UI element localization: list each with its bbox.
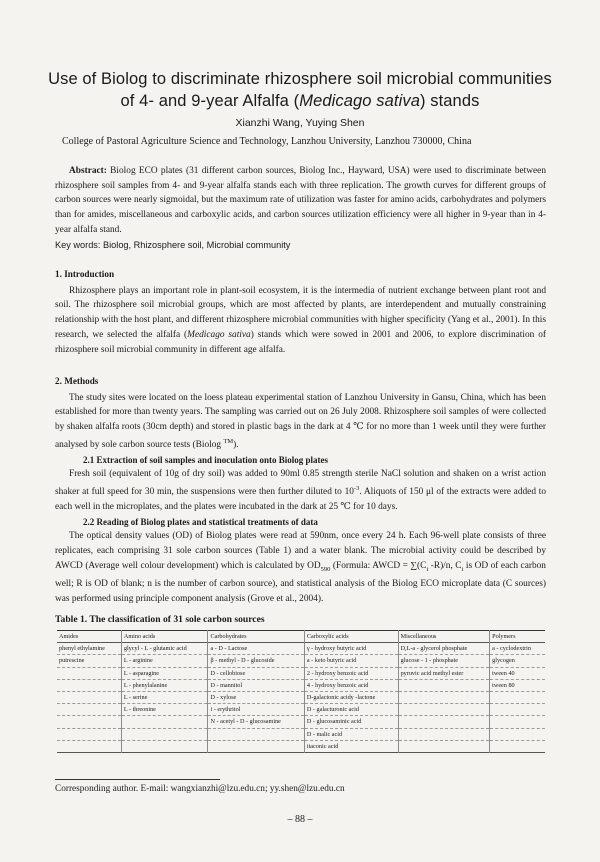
table-cell: pyruvic acid methyl ester <box>398 667 490 679</box>
table-cell <box>398 691 490 703</box>
table-cell: D - glucosaminic acid <box>304 716 398 728</box>
table-row <box>57 740 545 752</box>
table-cell <box>121 728 208 740</box>
footnote: Corresponding author. E-mail: wangxianzhi@lzu.edu.cn; yy.shen@lzu.edu.cn <box>55 784 345 794</box>
table-cell: i - erythritol <box>208 704 304 716</box>
table-header-cell: Miscellaneous <box>398 631 490 643</box>
table-cell: L - serine <box>121 691 208 703</box>
table-header-cell: Polymers <box>490 631 545 643</box>
abstract-label: Abstract: <box>69 166 107 176</box>
table-cell: γ - hydroxy butyric acid <box>304 643 398 655</box>
table-cell: glucose - 1 - phosphate <box>398 655 490 667</box>
table-cell <box>121 740 208 752</box>
table-header-cell: Carboxylic acids <box>304 631 398 643</box>
paper-title <box>40 68 560 112</box>
methods-paragraph-3: The optical density values (OD) of Biolog plates were read at 590nm, once every 24 h. Each 96-well plate consists of three replicates, each comprising 31 sole carbon sources (Table 1) and a water blank. The microbial activity could be described by AWCD (Average well colour development) which is calculated by $OD_{590}$ (Formula: AWCD = $\sum(C_i$ -R)/n, $C_i$ is OD of each carbon well; R is OD of blank; n is the number of carbon source), and statistical analysis of the Biolog ECO microplate data (C sources) was performed using principle component analysis (Grove et al., 2004). <box>55 531 546 604</box>
table-cell <box>398 716 490 728</box>
table-cell <box>490 704 545 716</box>
table-cell: a - cyclodextrin <box>490 643 545 655</box>
table-header-cell: Amino acids <box>121 631 208 643</box>
table-cell: D - cellobiose <box>208 667 304 679</box>
table-cell: D,L-a - glycerol phosphate <box>398 643 490 655</box>
table-cell: tween 80 <box>490 679 545 691</box>
table-cell <box>57 740 121 752</box>
table-cell: a - keto butyric acid <box>304 655 398 667</box>
table-row <box>57 691 545 703</box>
affiliation: College of Pastoral Agriculture Science and Technology, Lanzhou University, Lanzhou 730000, China <box>62 136 472 147</box>
table-cell: putrescine <box>59 657 85 665</box>
table-cell <box>57 704 121 716</box>
table-cell: D - malic acid <box>304 728 398 740</box>
methods-section <box>55 374 546 607</box>
table-cell <box>490 691 545 703</box>
table-cell <box>398 704 490 716</box>
table-cell <box>121 716 208 728</box>
table-cell: D - xylose <box>208 691 304 703</box>
table-cell: N - acetyl - D - glucosamine <box>208 716 304 728</box>
table-header-cell: Carbohydrates <box>208 631 304 643</box>
abstract-block <box>55 164 546 252</box>
table-cell <box>490 740 545 752</box>
page-number: – 88 – <box>287 814 313 825</box>
subsection-2-2: 2.2 Reading of Biolog plates and statistical treatments of data <box>83 516 318 527</box>
table-cell: 4 - hydroxy benzoic acid <box>304 679 398 691</box>
table-cell <box>208 740 304 752</box>
methods-heading: 2. Methods <box>55 376 99 386</box>
table-cell <box>398 679 490 691</box>
table-cell: phenyl ethylamine <box>59 645 105 653</box>
table-cell: a - D - Lactose <box>208 643 304 655</box>
table-cell <box>57 691 121 703</box>
table-row <box>57 667 545 679</box>
table-header-cell: Amides <box>59 633 79 641</box>
table-cell <box>398 728 490 740</box>
table-cell: D - galacturonic acid <box>304 704 398 716</box>
table-row <box>57 716 545 728</box>
table-cell: itaconic acid <box>304 740 398 752</box>
table-cell: L - threonine <box>121 704 208 716</box>
table-row <box>57 728 545 740</box>
subsection-2-1: 2.1 Extraction of soil samples and inoculation onto Biolog plates <box>83 454 329 465</box>
title-line-1: Use of Biolog to discriminate rhizosphere soil microbial communities <box>48 70 552 88</box>
methods-paragraph-1: The study sites were located on the loess plateau experimental station of Lanzhou University in Gansu, China, which has been established for more than twenty years. The sampling was carried out on 26 July 2008. Rhizosphere soil samples of were collected by shaken alfalfa roots (30cm depth) and stored in plastic bags in the dark at 4 ℃ for no more than 1 week until they were further analysed by sole carbon source tests (Biolog ™). <box>55 392 546 450</box>
table-cell: D-galactonic acidy -lactone <box>304 691 398 703</box>
table-cell: D - mannitol <box>208 679 304 691</box>
table-row <box>57 655 545 667</box>
carbon-source-table <box>57 630 545 753</box>
table-cell: L - asparagine <box>121 667 208 679</box>
table-cell: L - phenylalanine <box>121 679 208 691</box>
intro-paragraph: Rhizosphere plays an important role in plant-soil ecosystem, it is the intermedia of nutrient exchange between plant root and soil. The rhizosphere soil microbial groups, which are most affected by plants, are interdependent and mutually constraining relationship with the host plant, and different rhizosphere microbial communities with higher specificity (Yang et al., 2001). In this research, we selected the alfalfa (Medicago sativa) stands which were sowed in 2001 and 2006, to explore discrimination of rhizosphere soil microbial community in different age alfalfa. <box>55 285 546 355</box>
table-cell: glycogen <box>490 655 545 667</box>
title-species: Medicago sativa <box>299 92 420 110</box>
table-cell <box>57 679 121 691</box>
table-row <box>57 704 545 716</box>
table-row <box>57 643 545 655</box>
table-cell <box>57 716 121 728</box>
table-cell: L - arginine <box>121 655 208 667</box>
table-cell: tween 40 <box>490 667 545 679</box>
keywords: Key words: Biolog, Rhizosphere soil, Microbial community <box>55 239 291 250</box>
table-cell: 2 - hydroxy benzoic acid <box>304 667 398 679</box>
table-cell <box>57 728 121 740</box>
footnote-rule <box>55 779 220 780</box>
table-cell <box>490 728 545 740</box>
table-cell <box>208 728 304 740</box>
table-cell <box>57 667 121 679</box>
table-cell: glycyl - L - glutamic acid <box>121 643 208 655</box>
table-cell <box>490 716 545 728</box>
methods-paragraph-2: Fresh soil (equivalent of 10g of dry soil) was added to 90ml 0.85 strength sterile NaCl solution and shaken on a wrist action shaker at full speed for 30 min, the suspensions were then further diluted to $10^{-3}$. Aliquots of 150 μl of the extracts were added to each well in the microplates, and the plates were incubated in the dark at 25 ℃ for 10 days. <box>55 469 546 512</box>
abstract-text: Biolog ECO plates (31 different carbon sources, Biolog Inc., Hayward, USA) were used to discriminate between rhizosphere soil samples from 4- and 9-year alfalfa stands each with three replication. The growth curves for different groups of carbon sources were nearly sigmoidal, but the maximum rate of utilization was faster for amino acids, carbohydrates and polymers than for amides, miscellaneous and carboxylic acids, and carbon sources utilization efficiency were all higher in 9-year than in 4-year alfalfa stand. <box>55 166 546 235</box>
table-cell: β - methyl - D - glucoside <box>208 655 304 667</box>
intro-heading: 1. Introduction <box>55 269 115 279</box>
introduction-section <box>55 267 546 357</box>
author-list: Xianzhi Wang, Yuying Shen <box>235 117 365 129</box>
table-row <box>57 679 545 691</box>
table-header-row <box>57 631 545 643</box>
table-cell <box>398 740 490 752</box>
title-line-2: of 4- and 9-year Alfalfa (Medicago sativa) stands <box>120 92 480 110</box>
table-caption: Table 1. The classification of 31 sole carbon sources <box>55 614 265 625</box>
